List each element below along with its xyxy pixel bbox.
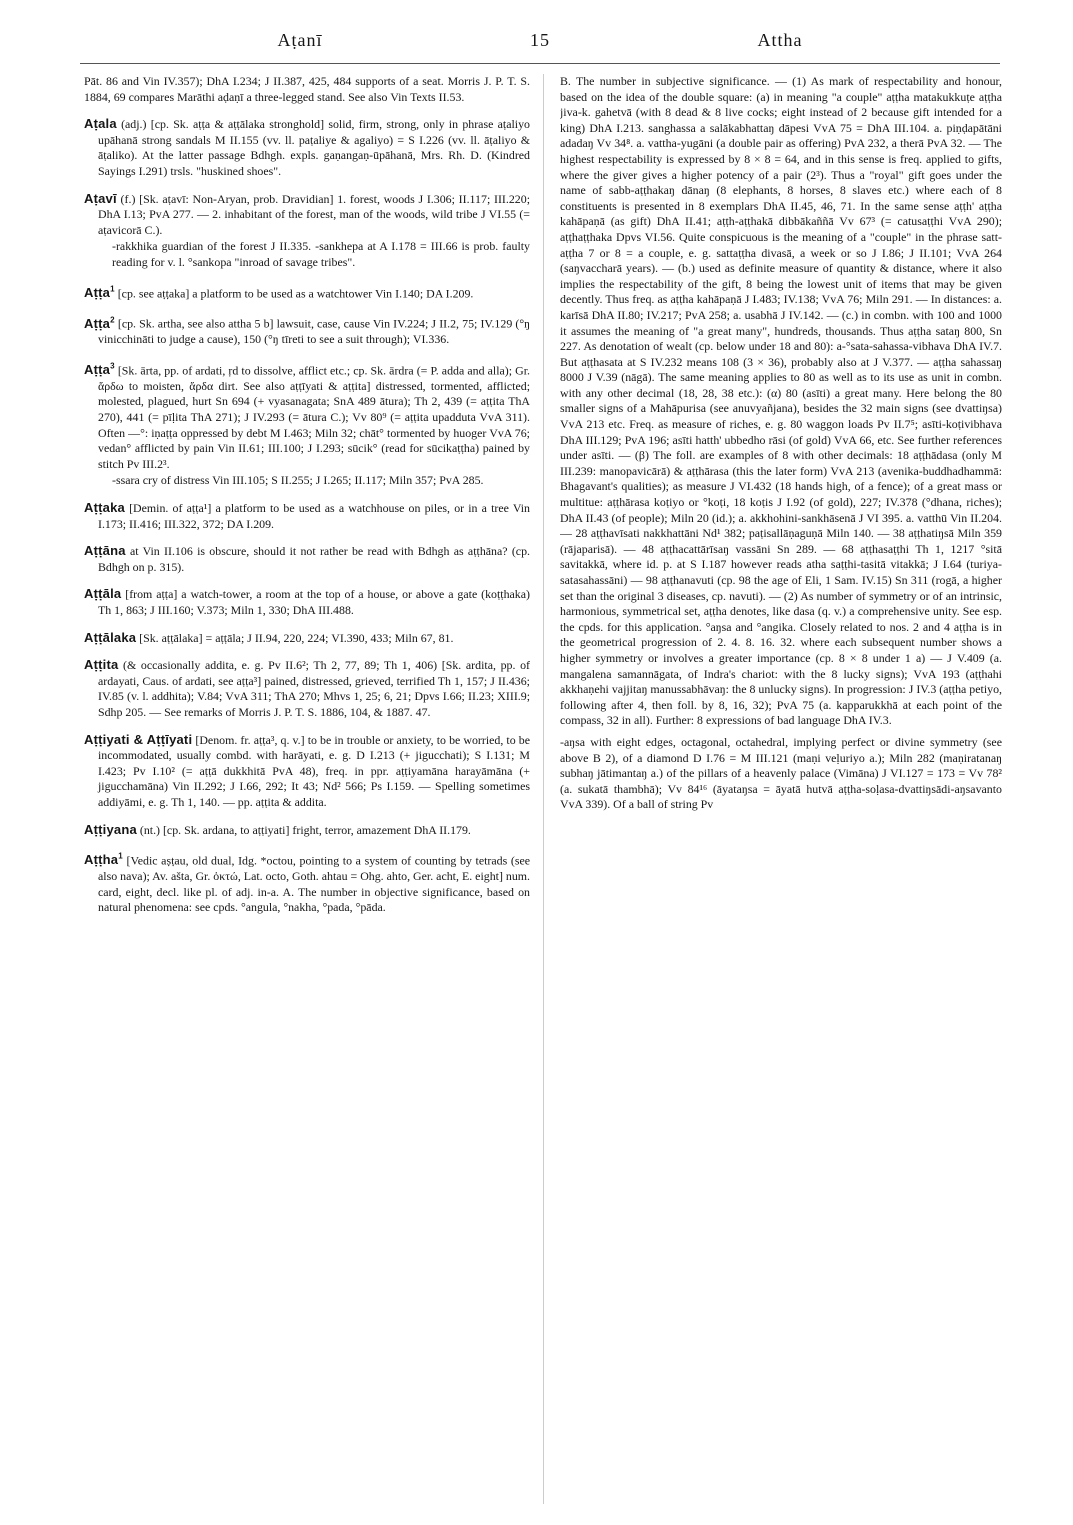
page-number: 15: [530, 30, 550, 50]
entry-attha-1: [84, 849, 530, 916]
entry-body: [cp. Sk. artha, see also attha 5 b] lawsuit, case, cause Vin IV.224; J II.2, 75; IV.129 (°ŋ vinicchināti to judge a cause), 150 (°ŋ tīreti to see a suit through); VI.336.: [98, 316, 530, 347]
left-column: [84, 74, 530, 1504]
entry-attana: [84, 543, 530, 575]
entry-atavi: [84, 191, 530, 271]
entry-body: [Vedic aṣṭau, old dual, Idg. *octou, pointing to a system of counting by tetrads (see also nava); Av. ašta, Gr. ὀκτώ, Lat. octo, Goth. ahtau = Ohg. ahto, Ger. acht, E. eight] num. card, eight, decl. like pl. of adj. in-a. A. The number in objective significance, based on natural phenomena: see cpds. °angula, °nakha, °pada, °pāda.: [98, 853, 530, 915]
headword: Aṭṭita: [84, 657, 119, 673]
entry-atta-1: [84, 282, 530, 302]
entry-compounds: -aŋsa with eight edges, octagonal, octahedral, implying perfect or divine symmetry (see above B 2), of a diamond D I.76 = M III.121 (maṇi veḷuriyo a.); Miln 282 (maṇiratanaŋ subhaŋ jātimantaŋ a.) of the pillars of a heavenly palace (Vimāna) J VI.127 = 173 = Vv 78² (a. sukatā thambhā); Vv 84¹⁶ (āyataŋsa = āyatā hutvā aṭṭha-soḷasa-dvattiŋsādi-aŋsavanto VvA 339). Of a ball of string Pv: [560, 734, 1002, 812]
headword: Aṭṭaka: [84, 500, 125, 516]
entry-atala: [84, 116, 530, 179]
headword: Aṭṭa$^3$: [84, 361, 115, 378]
entry-body: (f.) [Sk. aṭavī: Non-Aryan, prob. Dravidian] 1. forest, woods J I.306; II.117; III.220; DhA I.13; PvA 277. — 2. inhabitant of the forest, man of the woods, wild tribe J VI.55 (= aṭavicorā C.).: [98, 191, 530, 237]
headword: Aṭṭāla: [84, 586, 122, 602]
headword: Aṭṭālaka: [84, 629, 137, 645]
entry-compounds: -ssara cry of distress Vin III.105; S II.255; J I.265; II.117; Miln 357; PvA 285.: [112, 473, 484, 488]
entry-body: (& occasionally addita, e. g. Pv II.6²; Th 2, 77, 89; Th 1, 406) [Sk. ardita, pp. of ardayati, Caus. of ardati, see aṭṭa³] pained, distressed, grieved, terrified Th 1, 157; J II.436; IV.85 (v. l. addhita); V.84; VvA 311; ThA 270; Mhvs 1, 25; 6, 21; Dpvs I.66; II.23; XIII.9; Sdhp 205. — See remarks of Morris J. P. T. S. 1886, 104, & 1887. 47.: [98, 658, 530, 719]
headword: Aṭṭa$^2$: [84, 315, 115, 331]
header-left-headword: Aṭanī: [277, 30, 323, 50]
entry-body: [Denom. fr. aṭṭa³, q. v.] to be in trouble or anxiety, to be worried, to be incommodated, usually combd. with harāyati, e. g. D I.213 (+ jigucchati); S I.131; M I.423; Pv I.10² (= aṭṭā dukkhitā PvA 48), freq. in ppr. aṭṭiyamāna harayāmāna (+ jigucchamāna) Vin II.292; J I.66, 292; It 43; Nd² 566; Ps I.159. — Spelling sometimes addiyāmi, e. g. Th 1, 140. — pp. aṭṭita & addita.: [98, 732, 530, 809]
entry-body: [Sk. aṭṭālaka] = aṭṭāla; J II.94, 220, 224; VI.390, 433; Miln 67, 81.: [136, 630, 454, 645]
entry-body: [cp. see aṭṭaka] a platform to be used as a watchtower Vin I.140; DA I.209.: [114, 285, 474, 300]
entry-body: [from aṭṭa] a watch-tower, a room at the top of a house, or above a gate (koṭṭhaka) Th 1, 863; J III.160; V.373; Miln 1, 330; DhA III.488.: [98, 587, 530, 618]
entry-body: [Sk. ārta, pp. of ardati, ṛd to dissolve, afflict etc.; cp. Sk. ārdra (= P. adda and alla); Gr. ἄρδω to moisten, ἄρδα dirt. See also aṭṭīyati & aṭṭita] distressed, tormented, afflicted; molested, plagued, hurt Sn 694 (+ vyasanagata; SnA 489 ātura); Th 2, 439 (= aṭṭita ThA 270), 441 (= pīḷita ThA 271); J IV.293 (= ātura C.); Vv 80⁹ (= aṭṭita upadduta VvA 311). Often —°: iṇaṭṭa oppressed by debt M I.463; Miln 32; chāt° tormented by huoger VvA 76; vedan° afflicted by pain Vin II.61; III.100; J I.293; sūcik° (read for sūcikaṭṭha) pained by stitch Pv III.2³.: [98, 363, 530, 471]
entry-attalaka: [84, 630, 530, 647]
entry-attita: [84, 657, 530, 720]
entry-attaka: [84, 500, 530, 532]
entry-body: Pāt. 86 and Vin IV.357); DhA I.234; J II.387, 425, 484 supports of a seat. Morris J. P. T. S. 1884, 69 compares Marāthi aḍaṇī a three-legged stand. See also Vin Texts II.53.: [84, 74, 530, 104]
column-divider: [543, 74, 544, 1504]
entry-attiyana: [84, 822, 530, 839]
entry-body: (adj.) [cp. Sk. aṭṭa & aṭṭālaka stronghold] solid, firm, strong, only in phrase aṭaliyo upāhanā strong sandals M II.155 (vv. ll. paṭaliye & agaliyo) = S I.226 (vv. ll. āṭaliyo & āṭaliko). At the latter passage Bdhgh. expls. gaṇangaṇ-ūpāhanā, Mrs. Rh. D. (Kindred Sayings I.291) trsls. "huskined shoes".: [98, 117, 530, 178]
entry-attala: [84, 586, 530, 618]
headword: Aṭṭa$^1$: [84, 284, 115, 300]
entry-atta-3: [84, 359, 530, 489]
page-header: [80, 30, 1000, 64]
entry-paragraph: B. The number in subjective significance. — (1) As mark of respectability and honour, based on the idea of the double square: (a) in meaning "a couple" aṭṭha matakukkuṭe aṭṭha jiva-k. gahetvā (with 8 dead & 8 live cocks; eight instead of 2 because gift intended for a king) DhA I.213. sanghassa a salākabhattaŋ dāpesi VvA 75 = DhA III.104. a. piṇḍapātāni adadaŋ Vv 34⁸. a. vattha-yugāni (a double pair as offering) PvA 232, a therā PvA 32. — The highest respectability is expressed by 8 × 8 = 64, and in this sense is freq. applied to gifts, where the giver gives a higher potency of a pair (2³). Thus a "royal" gift goes under the name of sabb-aṭṭhakaŋ dānaŋ (8 elephants, 8 horses, 8 slaves etc.) where each of 8 constituents is presented in 8 exemplars DhA II.45, 46, 71. In the same sense aṭṭh' aṭṭha kahāpaṇā (as gift) DhA II.41; aṭṭh-aṭṭhakā dibbākaññā Vv 67³ (= catusaṭṭhi VvA 290); aṭṭhaṭṭhaka Dpvs VI.56. Quite conspicuous is the meaning of a "couple" in the phrase satt-aṭṭha 7 or 8 = a couple, e. g. sattaṭṭha divasā, a week or so J I.86; J II.101; VvA 264 (saŋvaccharā years). — (b.) used as definite measure of quantity & distance, where it also implies the respectability of the gift, 8 being the lowest unit of items that may be given decently. Thus freq. as aṭṭha kahāpaṇā J I.483; IV.138; VvA 76; Miln 291. — In distances: a. karīsā DhA II.80; IV.217; PvA 258; a. usabhā J IV.142. — (c.) in combn. with 100 and 1000 it assumes the meaning of "a great many", hundreds, thousands. Thus aṭṭha sataŋ 800, Sn 227. As denotation of wealt (cp. below under 18 and 80): a-°sata-sahassa-vibhava DhA IV.7. But aṭṭhasata at S IV.232 means 108 (3 × 36), probably also at J V.377. — aṭṭha sahassaŋ 8000 J V.39 (nāgā). The same meaning applies to 80 as well as to its use as unit in combn. with any other decimal (18, 28, 38 etc.): (α) 80 (asīti) a great many. Here belong the 80 smaller signs of a Mahāpurisa (see anuvyañjana), besides the 32 main signs (see dvattiŋsa) VvA 213 etc. Freq. as measure of riches, e. g. 80 waggon loads Pv II.7⁵; asīti-koṭivibhava DhA III.129; PvA 196; asīti hatth' ubbedho rāsi (of gold) VvA 66, etc. See further references under asīti. — (β) The foll. are examples of 8 with other decimals: 18 aṭṭhādasa (only M III.239: manopavicārā) & aṭṭhārasa (this the later form) VvA 213 (avenika-buddhadhammā: Bhagavant's qualities); as measure J VI.432 (18 hands high, of a fence); of a great mass or multitue: aṭṭhārasa koṭiyo or °koṭi, 18 koṭis J I.92 (of gold), 227; IV.378 (°dhana, riches); DhA II.43 (of people); Miln 20 (id.); a. akkhohini-sankhāsenā J VI 395. a. vatthū Vin II.204. — 28 aṭṭhavīsati nakkhattāni Nd¹ 382; paṭisallāṇaguṇā Miln 140. — 38 aṭṭhatiŋsā Miln 359 (rājaparisā). — 48 aṭṭhacattārīsaŋ vassāni Sn 289. — 68 aṭṭhasaṭṭhi Th 1, 1217 °sitā savitakkā, where id. p. at S I.187 however reads atha saṭṭhi-tasitā vitakkā; J I.64 (turiya-satasahassāni) — 98 aṭṭhanavuti (cp. 98 the age of Eli, 1 Sam. IV.15) Sn 311 (rogā, a higher set than the original 3 diseases, cp. navuti). — (2) As number of symmetry or of an intrinsic, harmonious, symmetrical set, aṭṭha denotes, like dasa (q. v.) a comprehensive unity. See esp. the cpds. for this application. °aŋsa and °angika. Closely related to nos. 2 and 4 aṭṭha is in the geometrical progression of 2. 4. 8. 16. 32. where each subsequent number shows a higher symmetry or involves a greater importance (cp. 8 × 8 under 1 a) — J V.409 (a. mangalena samannāgata, of Indra's chariot: with the 8 lucky signs); VvA 193 (aṭṭhahi akkhaṇehi vajjitaŋ manussabhāvaŋ: the 8 unlucky signs). In progression: J IV.3 (aṭṭha petiyo, following after 4, then foll. by 8, 16, 32); PvA 75 (a. kapparukkhā at each point of the compass, 32 in all). Further: 8 expressions of bad language DhA IV.3.: [560, 74, 1002, 728]
headword: Aṭala: [84, 116, 117, 132]
headword: Aṭṭiyati & Aṭṭīyati: [84, 731, 193, 747]
headword: Aṭavī: [84, 190, 117, 206]
headword: Aṭṭāna: [84, 543, 126, 559]
entry-continuation: [84, 74, 530, 105]
right-column: [560, 74, 1002, 1504]
entry-body: [Demin. of aṭṭa¹] a platform to be used as a watchhouse on piles, or in a tree Vin I.173; II.416; III.322, 372; DA I.209.: [98, 501, 530, 531]
headword: Aṭṭha$^1$: [84, 852, 123, 868]
entry-body: at Vin II.106 is obscure, should it not rather be read with Bdhgh as aṭṭhāna? (cp. Bdhgh on p. 315).: [98, 544, 530, 574]
header-right-headword: Attha: [757, 30, 803, 50]
headword: Aṭṭiyana: [84, 821, 137, 837]
entry-attiyati: [84, 732, 530, 811]
entry-body: (nt.) [cp. Sk. ardana, to aṭṭiyati] fright, terror, amazement DhA II.179.: [136, 822, 471, 837]
entry-atta-2: [84, 312, 530, 348]
entry-compounds: -rakkhika guardian of the forest J II.335. -sankhepa at A I.178 = III.66 is prob. faulty reading for v. l. °sankopa "inroad of savage tribes".: [112, 239, 530, 269]
